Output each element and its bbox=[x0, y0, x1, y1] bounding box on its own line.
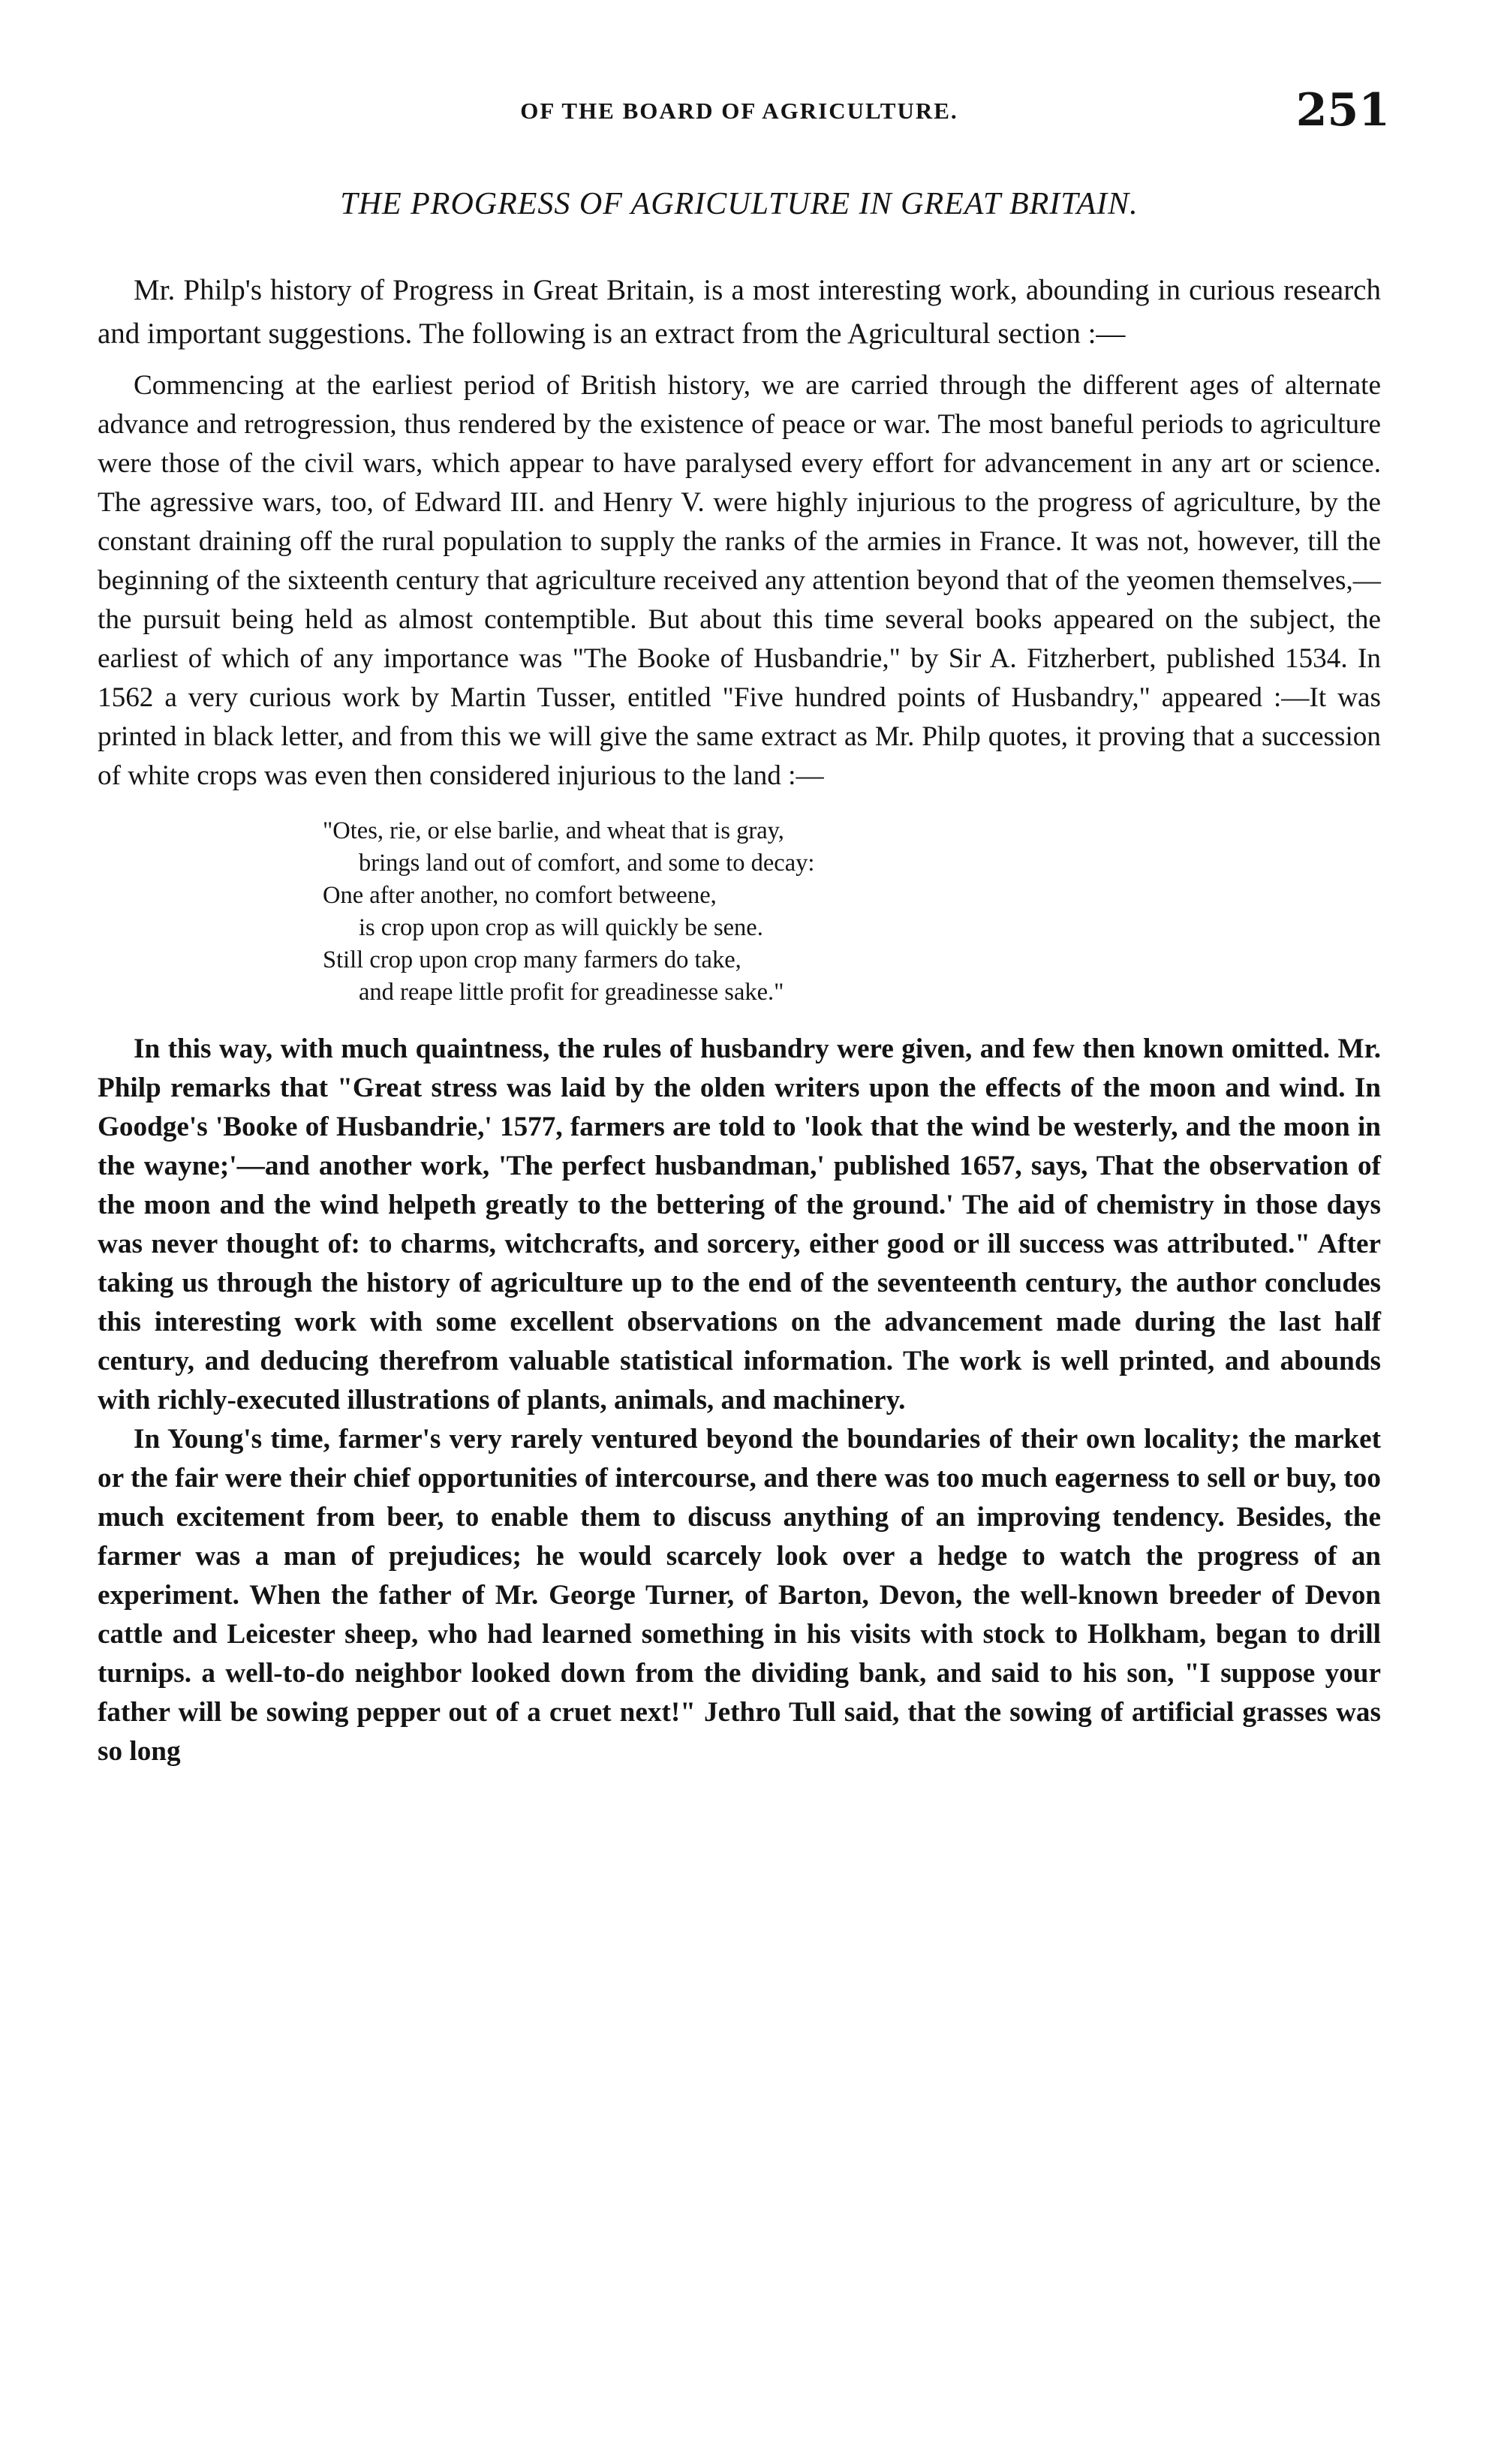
verse-line: and reape little profit for greadinesse sake." bbox=[359, 979, 784, 1006]
verse-line: brings land out of comfort, and some to decay: bbox=[359, 850, 815, 877]
verse-line: One after another, no comfort betweene, bbox=[323, 882, 717, 909]
running-head bbox=[98, 84, 1390, 137]
verse-line: is crop upon crop as will quickly be sene. bbox=[359, 914, 763, 941]
paragraph-history: Commencing at the earliest period of British history, we are carried through the different ages of alternate advance and retrogression, thus rendered by the existence of peace or war. The most baneful periods to agriculture were those of the civil wars, which appear to have paralysed every effort for advancement in any art or science. The agressive wars, too, of Edward III. and Henry V. were highly injurious to the progress of agriculture, by the constant draining off the rural population to supply the ranks of the armies in France. It was not, however, till the beginning of the sixteenth century that agriculture received any attention beyond that of the yeomen themselves,—the pursuit being held as almost contemptible. But about this time several books appeared on the subject, the earliest of which of any importance was "The Booke of Husbandrie," by Sir A. Fitzherbert, published 1534. In 1562 a very curious work by Martin Tusser, entitled "Five hundred points of Husbandry," appeared :—It was printed in black letter, and from this we will give the same extract as Mr. Philp quotes, it proving that a succession of white crops was even then considered injurious to the land :— bbox=[98, 370, 1381, 791]
verse-line: Still crop upon crop many farmers do take, bbox=[323, 946, 741, 973]
intro-paragraph: Mr. Philp's history of Progress in Great Britain, is a most interesting work, abounding in curious research and important suggestions. The following is an extract from the Agricultural section :— bbox=[98, 274, 1381, 350]
running-title: OF THE BOARD OF AGRICULTURE. bbox=[520, 98, 958, 124]
article-body bbox=[98, 269, 1381, 1771]
verse-quote bbox=[323, 815, 1381, 1009]
paragraph-quaintness: In this way, with much quaintness, the rules of husbandry were given, and few then known omitted. Mr. Philp remarks that "Great stress was laid by the olden writers upon the effects of the moon and wind. In Goodge's 'Booke of Husbandrie,' 1577, farmers are told to 'look that the wind be westerly, and the moon in the wayne;'—and another work, 'The perfect husbandman,' published 1657, says, That the observation of the moon and the wind helpeth greatly to the bettering of the ground.' The aid of chemistry in those days was never thought of: to charms, witchcrafts, and sorcery, either good or ill success was attributed." After taking us through the history of agriculture up to the end of the seventeenth century, the author concludes this interesting work with some excellent observations on the advancement made during the last half century, and deducing therefrom valuable statistical information. The work is well printed, and abounds with richly-executed illustrations of plants, animals, and machinery. bbox=[98, 1033, 1381, 1416]
page-number: 251 bbox=[1295, 84, 1390, 137]
paragraph-youngs-time: In Young's time, farmer's very rarely ventured beyond the boundaries of their own locality; the market or the fair were their chief opportunities of intercourse, and there was too much eagerness to sell or buy, too much excitement from beer, to enable them to discuss anything of an improving tendency. Besides, the farmer was a man of prejudices; he would scarcely look over a hedge to watch the progress of an experiment. When the father of Mr. George Turner, of Barton, Devon, the well-known breeder of Devon cattle and Leicester sheep, who had learned something in his visits with stock to Holkham, began to drill turnips. a well-to-do neighbor looked down from the dividing bank, and said to his son, "I suppose your father will be sowing pepper out of a cruet next!" Jethro Tull said, that the sowing of artificial grasses was so long bbox=[98, 1424, 1381, 1767]
article-title: THE PROGRESS OF AGRICULTURE IN GREAT BRITAIN. bbox=[340, 187, 1139, 221]
verse-line: "Otes, rie, or else barlie, and wheat that is gray, bbox=[323, 817, 784, 844]
